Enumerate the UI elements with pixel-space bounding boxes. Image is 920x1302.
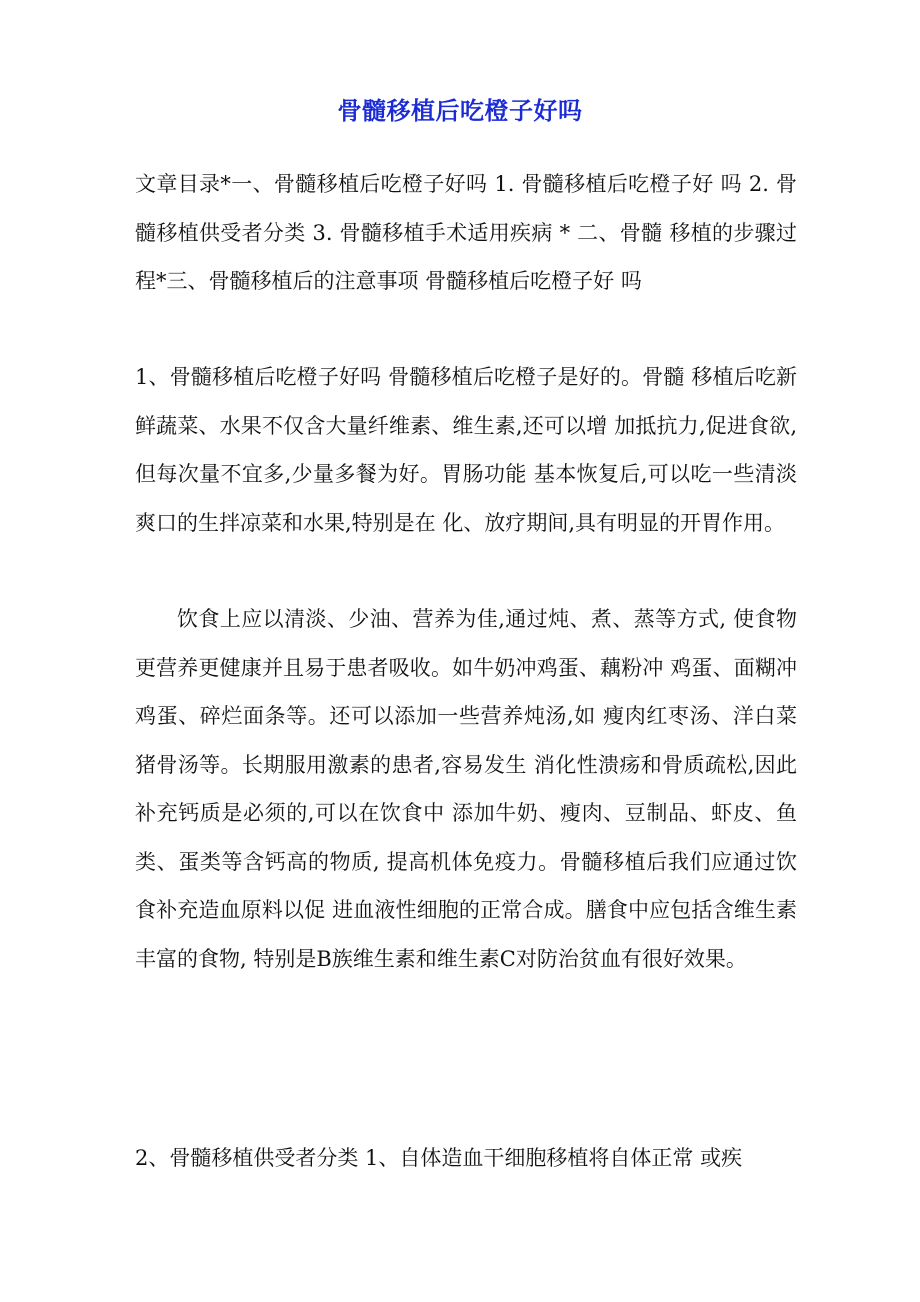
section-2-paragraph: 2、骨髓移植供受者分类 1、自体造血干细胞移植将自体正常 或疾 <box>135 1146 743 1170</box>
table-of-contents-paragraph: 文章目录*一、骨髓移植后吃橙子好吗 1. 骨髓移植后吃橙子好 吗 2. 骨髓移植供受者分类 3. 骨髓移植手术适用疾病 * 二、骨髓 移植的步骤过程*三、骨髓移植后的注意事项 骨髓移植后吃橙子好 吗 <box>135 172 797 293</box>
diet-advice-paragraph: 饮食上应以清淡、少油、营养为佳,通过炖、煮、蒸等方式, 使食物更营养更健康并且易于患者吸收。如牛奶冲鸡蛋、藕粉冲 鸡蛋、面糊冲鸡蛋、碎烂面条等。还可以添加一些营养炖汤,如 瘦肉红枣汤、洋白菜猪骨汤等。长期服用激素的患者,容易发生 消化性溃疡和骨质疏松,因此补充钙质是必须的,可以在饮食中 添加牛奶、瘦肉、豆制品、虾皮、鱼类、蛋类等含钙高的物质, 提高机体免疫力。骨髓移植后我们应通过饮食补充造血原料以促 进血液性细胞的正常合成。膳食中应包括含维生素丰富的食物, 特别是B族维生素和维生素C对防治贫血有很好效果。 <box>135 607 797 971</box>
section-1-paragraph: 1、骨髓移植后吃橙子好吗 骨髓移植后吃橙子是好的。骨髓 移植后吃新鲜蔬菜、水果不仅含大量纤维素、维生素,还可以增 加抵抗力,促进食欲,但每次量不宜多,少量多餐为好。胃肠功能 基本恢复后,可以吃一些清淡爽口的生拌凉菜和水果,特别是在 化、放疗期间,具有明显的开胃作用。 <box>135 365 797 535</box>
document-title: 骨髓移植后吃橙子好吗 <box>337 97 583 125</box>
